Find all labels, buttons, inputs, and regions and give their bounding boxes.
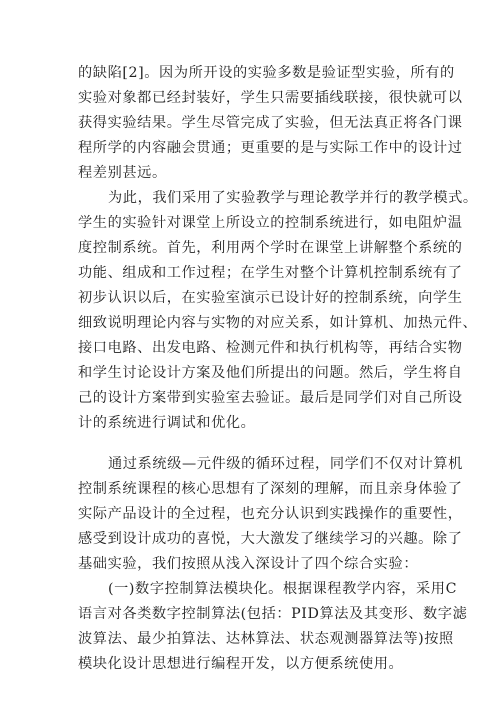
text-line: 己的设计方案带到实验室去验证。最后是同学们对自己所设 [78,390,463,406]
text-line: 模块化设计思想进行编程开发，以方便系统使用。 [78,656,404,672]
text-line: 实际产品设计的全过程，也充分认识到实践操作的重要性， [78,506,463,522]
text-line: 初步认识以后，在实验室演示已设计好的控制系统，向学生 [78,290,463,306]
text-line: 程差别甚远。 [78,165,167,181]
text-line: 接口电路、出发电路、检测元件和执行机构等，再结合实物 [78,340,463,356]
text-line: 实验对象都已经封装好，学生只需要插线联接，很快就可以 [78,90,463,106]
text-line: 学生的实验针对课堂上所设立的控制系统进行，如电阻炉温 [78,215,463,231]
text-line: 的缺陷[2]。因为所开设的实验多数是验证型实验，所有的 [78,65,455,81]
text-line: 感受到设计成功的喜悦，大大激发了继续学习的兴趣。除了 [78,531,463,547]
text-line: 波算法、最少拍算法、达林算法、状态观测器算法等)按照 [78,631,454,647]
text-line: (一)数字控制算法模块化。根据课程教学内容，采用C [108,581,458,597]
text-line: 功能、组成和工作过程；在学生对整个计算机控制系统有了 [78,265,463,281]
text-line: 计的系统进行调试和优化。 [78,415,256,431]
text-line: 度控制系统。首先，利用两个学时在课堂上讲解整个系统的 [78,240,463,256]
text-line: 细致说明理论内容与实物的对应关系，如计算机、加热元件、 [78,315,478,331]
text-line: 为此，我们采用了实验教学与理论教学并行的教学模式。 [108,190,478,206]
text-line: 获得实验结果。学生尽管完成了实验，但无法真正将各门课 [78,115,463,131]
text-line: 基础实验，我们按照从浅入深设计了四个综合实验： [78,556,419,572]
text-line: 控制系统课程的核心思想有了深刻的理解，而且亲身体验了 [78,481,463,497]
text-line: 程所学的内容融会贯通；更重要的是与实际工作中的设计过 [78,140,463,156]
text-line: 和学生讨论设计方案及他们所提出的问题。然后，学生将自 [78,365,463,381]
text-line: 语言对各类数字控制算法(包括：PID算法及其变形、数字滤 [78,606,468,622]
text-line: 通过系统级—元件级的循环过程，同学们不仅对计算机 [108,456,463,472]
